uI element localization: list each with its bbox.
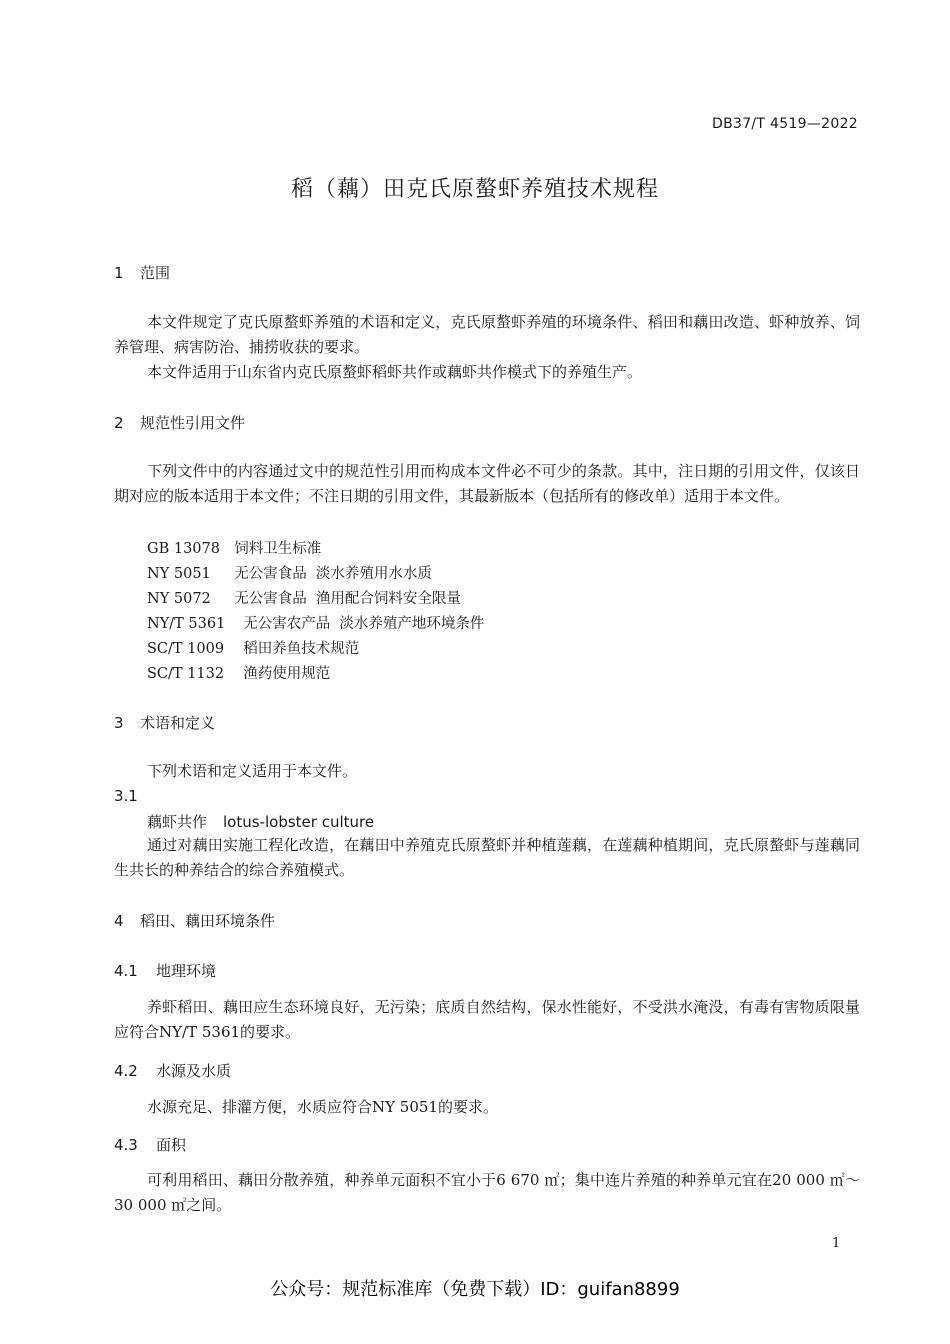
section-3-paragraph-1: 下列术语和定义适用于本文件。 [147,762,358,780]
subsection-number: 4.1 [114,962,138,980]
reference-code: SC/T 1009 [147,641,225,657]
section-number: 1 [114,264,124,282]
subsection-4-3-paragraph: 可利用稻田、藕田分散养殖，种养单元面积不宜小于6 670 ㎡；集中连片养殖的种养单元宜在20 000 ㎡～30 000 ㎡之间。 [114,1171,860,1214]
reference-name: 无公害食品 渔用配合饲料安全限量 [234,591,461,607]
reference-code: NY 5051 [147,566,211,582]
reference-item [147,537,321,558]
section-number: 3 [114,714,124,732]
subsection-number: 4.2 [114,1062,138,1080]
subsection-4-1-paragraph: 养虾稻田、藕田应生态环境良好，无污染；底质自然结构，保水性能好，不受洪水淹没，有毒有害物质限量应符合NY/T 5361的要求。 [114,998,860,1041]
footer-watermark-text: 公众号：规范标准库（免费下载）ID：guifan8899 [270,1279,680,1300]
document-code: DB37/T 4519—2022 [712,116,858,132]
reference-name: 无公害农产品 淡水养殖产地环境条件 [243,616,485,632]
term-chinese: 藕虾共作 [147,813,208,831]
section-1-heading [114,262,170,283]
section-title: 范围 [140,264,171,282]
reference-item [147,562,432,583]
section-number: 2 [114,414,124,432]
term-entry [147,811,374,832]
subsection-number: 4.3 [114,1136,138,1154]
section-2-paragraph-1: 下列文件中的内容通过文中的规范性引用而构成本文件必不可少的条款。其中，注日期的引用文件，仅该日期对应的版本适用于本文件；不注日期的引用文件，其最新版本（包括所有的修改单）适用于本文件。 [114,462,860,505]
section-title: 术语和定义 [140,714,216,732]
section-number: 4 [114,912,124,930]
section-4-heading [114,910,275,931]
subsection-4-2-heading [114,1060,231,1081]
clause-number: 3.1 [114,787,138,805]
reference-name: 渔药使用规范 [243,666,331,682]
reference-code: NY/T 5361 [147,616,226,632]
subsection-4-2-paragraph: 水源充足、排灌方便，水质应符合NY 5051的要求。 [147,1098,498,1116]
reference-item [147,587,461,608]
section-3-heading [114,712,215,733]
subsection-title: 地理环境 [156,962,217,980]
subsection-4-1-heading [114,960,216,981]
term-definition: 通过对藕田实施工程化改造，在藕田中养殖克氏原螯虾并种植莲藕，在莲藕种植期间，克氏原螯虾与莲藕同生共长的种养结合的综合养殖模式。 [114,836,860,879]
subsection-4-3-heading [114,1134,186,1155]
reference-code: SC/T 1132 [147,666,225,682]
reference-name: 饲料卫生标准 [234,541,322,557]
reference-name: 无公害食品 淡水养殖用水水质 [234,566,432,582]
reference-item [147,662,330,683]
reference-item [147,637,359,658]
reference-code: GB 13078 [147,541,220,557]
subsection-title: 面积 [156,1136,187,1154]
page-number: 1 [832,1236,841,1251]
section-1-paragraph-2: 本文件适用于山东省内克氏原螯虾稻虾共作或藕虾共作模式下的养殖生产。 [147,363,643,381]
section-title: 稻田、藕田环境条件 [140,912,276,930]
section-1-paragraph-1: 本文件规定了克氏原螯虾养殖的术语和定义，克氏原螯虾养殖的环境条件、稻田和藕田改造、虾种放养、饲养管理、病害防治、捕捞收获的要求。 [114,313,860,356]
subsection-title: 水源及水质 [156,1062,232,1080]
reference-name: 稻田养鱼技术规范 [243,641,360,657]
section-title: 规范性引用文件 [140,414,246,432]
reference-item [147,612,484,633]
section-2-heading [114,412,245,433]
term-english: lotus-lobster culture [223,813,375,831]
document-title: 稻（藕）田克氏原螯虾养殖技术规程 [290,177,659,202]
reference-code: NY 5072 [147,591,211,607]
